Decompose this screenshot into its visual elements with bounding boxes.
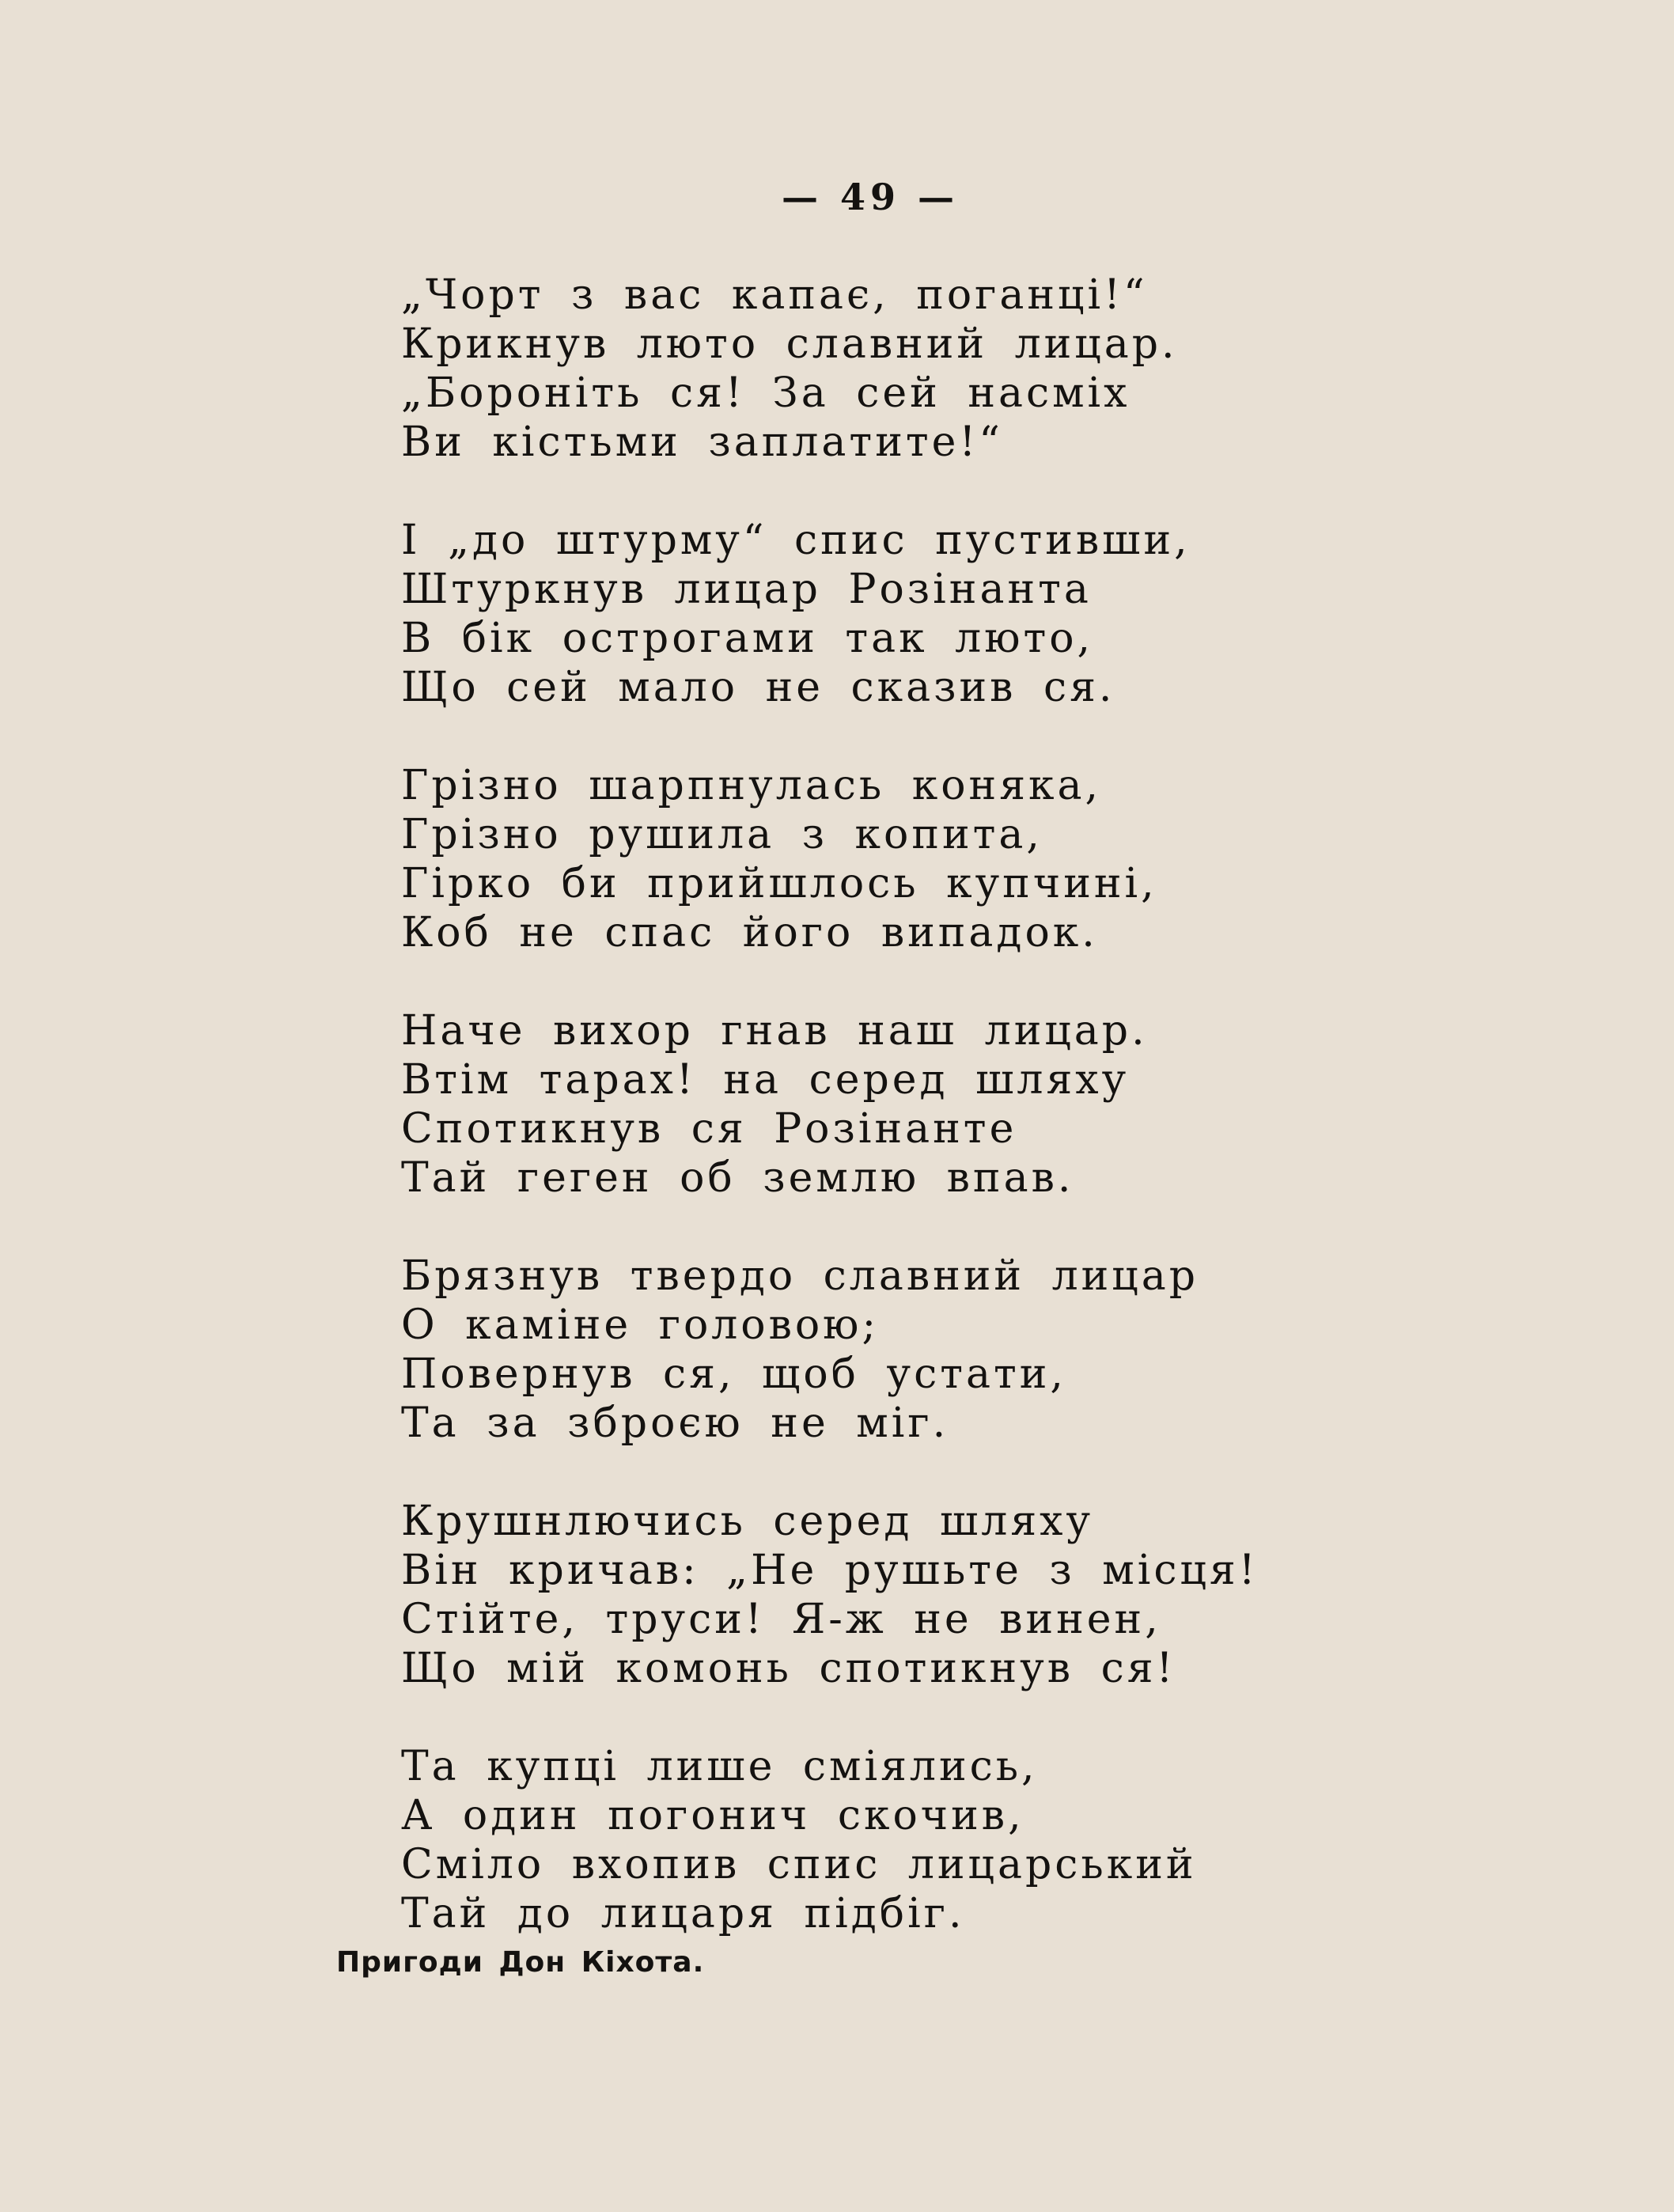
stanza-7 <box>401 1742 1259 1938</box>
poem-line: Ви кістьми заплатите!“ <box>401 419 1003 466</box>
stanza-4 <box>401 1006 1259 1203</box>
poem-line: Коб не спас його випадок. <box>401 909 1098 956</box>
poem-line: Повернув ся, щоб устати, <box>401 1350 1066 1398</box>
poem-line: А один погонич скочив, <box>401 1792 1024 1839</box>
stanza-2 <box>401 516 1259 712</box>
poem-line: Він кричав: „Не рушьте з місця! <box>401 1547 1259 1594</box>
poem-line: Тай до лицаря підбіг. <box>401 1890 965 1937</box>
stanza-1 <box>401 271 1259 467</box>
poem-line: І „до штурму“ спис пустивши, <box>401 517 1191 564</box>
poem-line: О каміне головою; <box>401 1301 879 1349</box>
poem-line: Крикнув люто славний лицар. <box>401 320 1178 368</box>
poem-line: В бік острогами так люто, <box>401 615 1094 662</box>
poem-line: Наче вихор гнав наш лицар. <box>401 1007 1148 1055</box>
poem-line: Брязнув твердо славний лицар <box>401 1252 1199 1300</box>
poem-line: Що мій комонь спотикнув ся! <box>401 1645 1176 1692</box>
poem-line: Грізно шарпнулась коняка, <box>401 762 1102 809</box>
poem-line: „Бороніть ся! За сей насміх <box>401 369 1131 417</box>
poem-line: Втім тарах! на серед шляху <box>401 1056 1130 1104</box>
poem-line: Сміло вхопив спис лицарський <box>401 1841 1197 1888</box>
poem <box>401 271 1259 1987</box>
running-footer: Пригоди Дон Кіхота. <box>336 1946 705 1979</box>
poem-line: Штуркнув лицар Розінанта <box>401 566 1092 613</box>
poem-line: Та за зброєю не міг. <box>401 1400 949 1447</box>
poem-line: Спотикнув ся Розінанте <box>401 1105 1017 1153</box>
poem-line: Тай геген об землю впав. <box>401 1154 1074 1202</box>
poem-line: Та купці лише сміялись, <box>401 1743 1038 1790</box>
stanza-3 <box>401 761 1259 957</box>
poem-line: Що сей мало не сказив ся. <box>401 664 1115 711</box>
poem-line: Стійте, труси! Я-ж не винен, <box>401 1596 1161 1643</box>
poem-line: Крушнлючись серед шляху <box>401 1498 1094 1545</box>
stanza-5 <box>401 1252 1259 1448</box>
poem-line: Гірко би прийшлось купчині, <box>401 860 1157 907</box>
stanza-6 <box>401 1497 1259 1693</box>
page-number: — 49 — <box>781 176 960 218</box>
poem-line: „Чорт з вас капає, поганці!“ <box>401 271 1148 319</box>
poem-line: Грізно рушила з копита, <box>401 811 1043 858</box>
